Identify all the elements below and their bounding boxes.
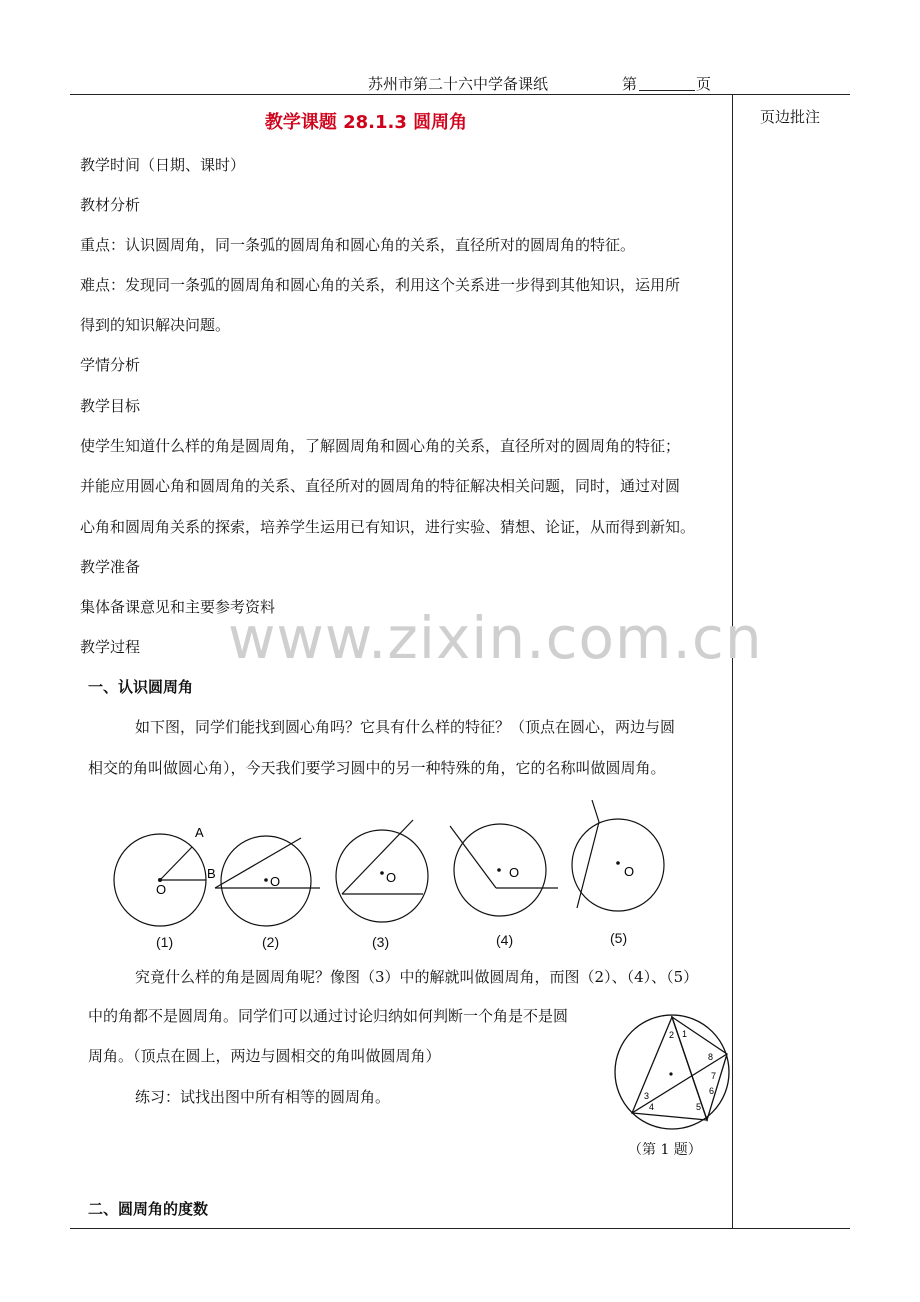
watermark: www.zixin.com.cn [228, 604, 763, 672]
material-analysis: 教材分析 [80, 196, 141, 214]
figure-4-ray-upper [450, 826, 496, 888]
figure-1-radius-a [160, 847, 192, 880]
figure-4-center-dot [497, 868, 501, 872]
teaching-goal: 教学目标 [80, 397, 141, 415]
section-1-heading: 一、认识圆周角 [88, 678, 194, 696]
angle-number-5: 5 [696, 1102, 702, 1112]
student-analysis: 学情分析 [80, 356, 141, 374]
figure-1-point-o: O [156, 882, 167, 897]
figure-2-point-o: O [270, 874, 281, 889]
angle-number-2: 2 [669, 1030, 675, 1040]
figure-4-point-o: O [509, 865, 520, 880]
header-page-blank[interactable] [639, 90, 695, 91]
figure-1-point-a: A [195, 825, 204, 840]
figure-5-point-o: O [624, 864, 635, 879]
section-2-heading: 二、圆周角的度数 [88, 1200, 209, 1218]
figure-5-label: (5) [610, 930, 628, 946]
section-1-para2-line3: 周角。（顶点在圆上，两边与圆相交的角叫做圆周角） [88, 1047, 441, 1065]
figure-4-label: (4) [496, 932, 514, 948]
exercise-center-dot [669, 1072, 672, 1075]
figure-3-point-o: O [386, 870, 397, 885]
goal-line3: 心角和圆周角关系的探索，培养学生运用已有知识，进行实验、猜想、论证，从而得到新知。 [80, 518, 696, 536]
figure-5-line-upper [592, 800, 599, 822]
figure-3-label: (3) [372, 934, 390, 950]
top-border [70, 94, 850, 95]
goal-line2: 并能应用圆心角和圆周角的关系、直径所对的圆周角的特征解决相关问题，同时，通过对圆 [80, 477, 681, 495]
bottom-border [70, 1228, 850, 1229]
figure-5-circle [572, 819, 664, 911]
section-1-para2-line2: 中的角都不是圆周角。同学们可以通过讨论归纳如何判断一个角是不是圆 [88, 1007, 569, 1025]
circle-figures [100, 790, 680, 955]
figure-1-label: (1) [156, 934, 174, 950]
section-1-para1-line1: 如下图，同学们能找到圆心角吗？它具有什么样的特征？（顶点在圆心，两边与圆 [135, 718, 676, 736]
figure-3-ray-upper [342, 820, 413, 894]
figure-2-center-dot [264, 878, 268, 882]
goal-line1: 使学生知道什么样的角是圆周角，了解圆周角和圆心角的关系，直径所对的圆周角的特征； [80, 437, 681, 455]
teaching-prep: 教学准备 [80, 558, 141, 576]
exercise-figure [610, 1010, 736, 1132]
section-1-para1-line2: 相交的角叫做圆心角），今天我们要学习圆中的另一种特殊的角，它的名称叫做圆周角。 [88, 759, 666, 777]
figure-3-center-dot [380, 871, 384, 875]
figure-5-center-dot [616, 861, 620, 865]
header-school: 苏州市第二十六中学备课纸 [368, 75, 549, 93]
difficult-point-line2: 得到的知识解决问题。 [80, 316, 231, 334]
sidebar-label: 页边批注 [760, 108, 821, 126]
angle-number-3: 3 [644, 1091, 650, 1101]
figure-2-ray-upper [215, 838, 301, 888]
angle-number-7: 7 [711, 1071, 717, 1081]
teaching-process: 教学过程 [80, 638, 141, 656]
angle-number-8: 8 [708, 1052, 714, 1062]
difficult-point-line1: 难点：发现同一条弧的圆周角和圆心角的关系，利用这个关系进一步得到其他知识，运用所 [80, 276, 681, 294]
header-page-prefix: 第 [622, 75, 638, 93]
angle-number-1: 1 [682, 1029, 688, 1039]
figure-3-circle [336, 830, 428, 922]
teaching-time: 教学时间（日期、课时） [80, 156, 246, 174]
figure-2-label: (2) [262, 934, 280, 950]
angle-number-6: 6 [709, 1086, 715, 1096]
exercise-chord-cross [632, 1054, 727, 1113]
header-page-suffix: 页 [696, 75, 712, 93]
section-1-para2-line1: 究竟什么样的角是圆周角呢？像图（3）中的解就叫做圆周角，而图（2）、（4）、（5） [135, 968, 699, 986]
key-point: 重点：认识圆周角，同一条弧的圆周角和圆心角的关系，直径所对的圆周角的特征。 [80, 236, 636, 254]
lesson-title: 教学课题 28.1.3 圆周角 [264, 112, 468, 133]
exercise-caption: （第 1 题） [628, 1142, 702, 1158]
figure-1-point-b: B [207, 866, 216, 881]
collective-prep: 集体备课意见和主要参考资料 [80, 598, 276, 616]
figure-5-line-lower [577, 822, 599, 908]
angle-number-4: 4 [649, 1102, 655, 1112]
practice-prompt: 练习：试找出图中所有相等的圆周角。 [135, 1088, 391, 1106]
